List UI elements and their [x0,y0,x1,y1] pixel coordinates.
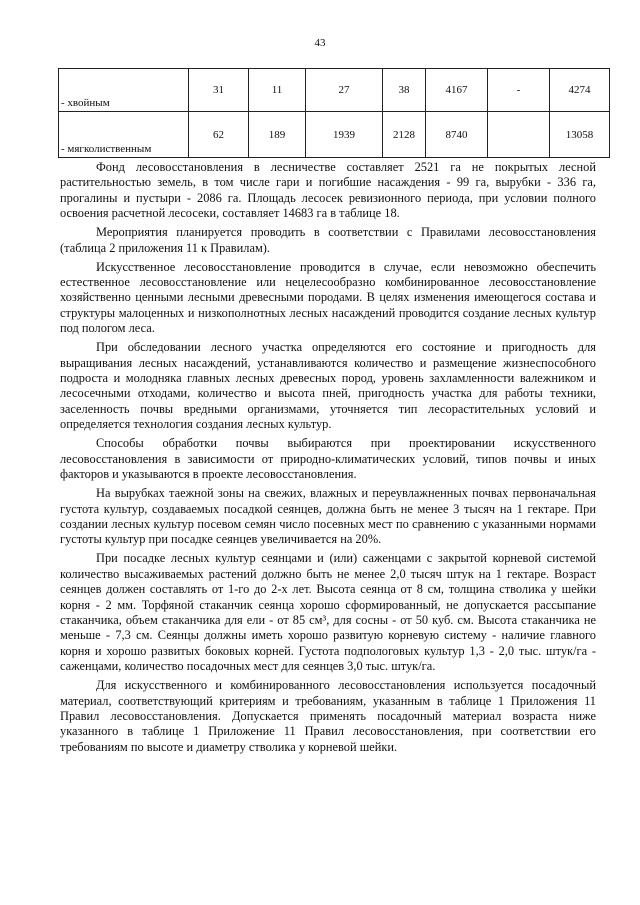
table-cell: 8740 [426,112,488,158]
row-label: - мягколиственным [59,112,189,158]
paragraph: При посадке лесных культур сеянцами и (или) саженцами с закрытой корневой системой количество высаживаемых растений должно быть не менее 2,0 тысяч штук на 1 гектаре. Возраст сеянцев должен составлять от 1-го до 2-х лет. Высота сеянца от 8 см, толщина стволика у шейки корня - 2 мм. Торфяной стаканчик сеянца хорошо сформированный, не допускается рассыпание стаканчика, объем стаканчика для ели - от 85 см³, для сосны - от 50 куб. см. Высота стаканчика не меньше - 7,3 см. Сеянцы должны иметь хорошо развитую корневую систему - наличие главного корня и хорошо развитых боковых корней. Густота подпологовых культур 1,3 - 2,0 тыс. штук/га - саженцами, количество посадочных мест для сеянцев 3,0 тыс. штук/га. [60,551,596,674]
table-cell: 62 [189,112,249,158]
page-number: 43 [314,37,326,49]
table-cell: 189 [249,112,306,158]
paragraph: Искусственное лесовосстановление проводится в случае, если невозможно обеспечить естественное лесовосстановление или нецелесообразно комбинированное лесовосстановление хозяйственно ценными лесными древесными породами. В целях изменения имеющегося состава и структуры малоценных и низкополнотных лесных насаждений проводится создание лесных культур под пологом леса. [60,259,596,336]
paragraph: На вырубках таежной зоны на свежих, влажных и переувлажненных почвах первоначальная густота культур, создаваемых посадкой сеянцев, должна быть не менее 3 тысяч на 1 гектаре. При создании лесных культур посевом семян число посевных мест по сравнению с указанными нормами густоты культур при посадке сеянцев увеличивается на 20%. [60,486,596,547]
table-cell: 1939 [306,112,383,158]
body-text [60,160,596,759]
paragraph: Для искусственного и комбинированного лесовосстановления используется посадочный материал, соответствующий критериям и требованиям, указанным в таблице 1 Приложения 11 Правил лесовосстановления. Допускается применять посадочный материал возраста ниже указанного в таблице 1 Приложение 11 Правил лесовосстановления, при соответствии его требованиям по высоте и диаметру стволика у корневой шейки. [60,678,596,754]
table-cell: 38 [383,69,426,112]
row-label: - хвойным [59,69,189,112]
table-cell [488,112,550,158]
paragraph: Мероприятия планируется проводить в соответствии с Правилами лесовосстановления (таблица 2 приложения 11 к Правилам). [60,225,596,255]
table-cell: 13058 [550,112,610,158]
paragraph: Способы обработки почвы выбираются при проектировании искусственного лесовосстановления в зависимости от природно-климатических условий, типов почвы и иных факторов и указываются в проекте лесовосстановления. [60,436,596,482]
paragraph: Фонд лесовосстановления в лесничестве составляет 2521 га не покрытых лесной растительностью земель, в том числе гари и погибшие насаждения - 99 га, вырубки - 336 га, прогалины и пустыри - 2086 га. Площадь лесосек ревизионного периода, при условии полного освоения расчетной лесосеки, составляет 14683 га в таблице 18. [60,160,596,221]
table-cell: 4167 [426,69,488,112]
table-cell: 11 [249,69,306,112]
table-cell: - [488,69,550,112]
table-cell: 31 [189,69,249,112]
table-row-softwood [59,112,610,158]
table-row-coniferous [59,69,610,112]
table-cell: 27 [306,69,383,112]
forest-restoration-table [58,68,610,158]
table-cell: 2128 [383,112,426,158]
table-cell: 4274 [550,69,610,112]
paragraph: При обследовании лесного участка определяются его состояние и пригодность для выращивания лесных насаждений, устанавливаются количество и размещение жизнеспособного подроста и молодняка главных лесных древесных пород, уровень захламленности валежником и лесосечными отходами, количество и высота пней, пригодность участка для работы техники, заселенность почвы вредными организмами, уточняется тип лесорастительных условий и определяется технология создания лесных культур. [60,340,596,432]
